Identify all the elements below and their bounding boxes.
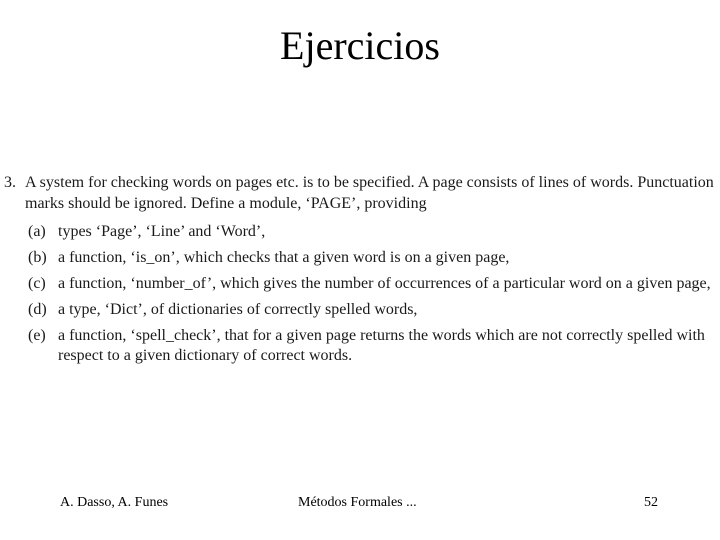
exercise-item-list <box>28 222 716 366</box>
item-text: a function, ‘number_of’, which gives the number of occurrences of a particular word on a given page, <box>58 275 711 292</box>
item-text: a function, ‘spell_check’, that for a given page returns the words which are not correctly spelled with respect to a given dictionary of correct words. <box>58 327 705 364</box>
exercise-item-e <box>28 326 716 366</box>
exercise-header <box>4 172 716 214</box>
item-text: types ‘Page’, ‘Line’ and ‘Word’, <box>58 223 266 240</box>
slide-title: Ejercicios <box>280 23 440 68</box>
item-label: (a) <box>28 223 46 240</box>
item-label: (e) <box>28 327 46 344</box>
exercise-block <box>4 172 716 372</box>
exercise-number: 3. <box>4 174 16 191</box>
item-label: (d) <box>28 301 47 318</box>
item-label: (c) <box>28 275 46 292</box>
exercise-item-c <box>28 274 716 294</box>
exercise-item-b <box>28 248 716 268</box>
footer-course: Métodos Formales ... <box>298 495 417 510</box>
exercise-item-a <box>28 222 716 242</box>
item-text: a function, ‘is_on’, which checks that a given word is on a given page, <box>58 249 510 266</box>
footer-authors: A. Dasso, A. Funes <box>60 495 169 510</box>
item-text: a type, ‘Dict’, of dictionaries of correctly spelled words, <box>58 301 418 318</box>
exercise-item-d <box>28 300 716 320</box>
item-label: (b) <box>28 249 47 266</box>
footer-page-number: 52 <box>644 495 658 510</box>
exercise-statement: A system for checking words on pages etc. is to be specified. A page consists of lines of words. Punctuation marks should be ignored. Define a module, ‘PAGE’, providing <box>25 174 714 212</box>
